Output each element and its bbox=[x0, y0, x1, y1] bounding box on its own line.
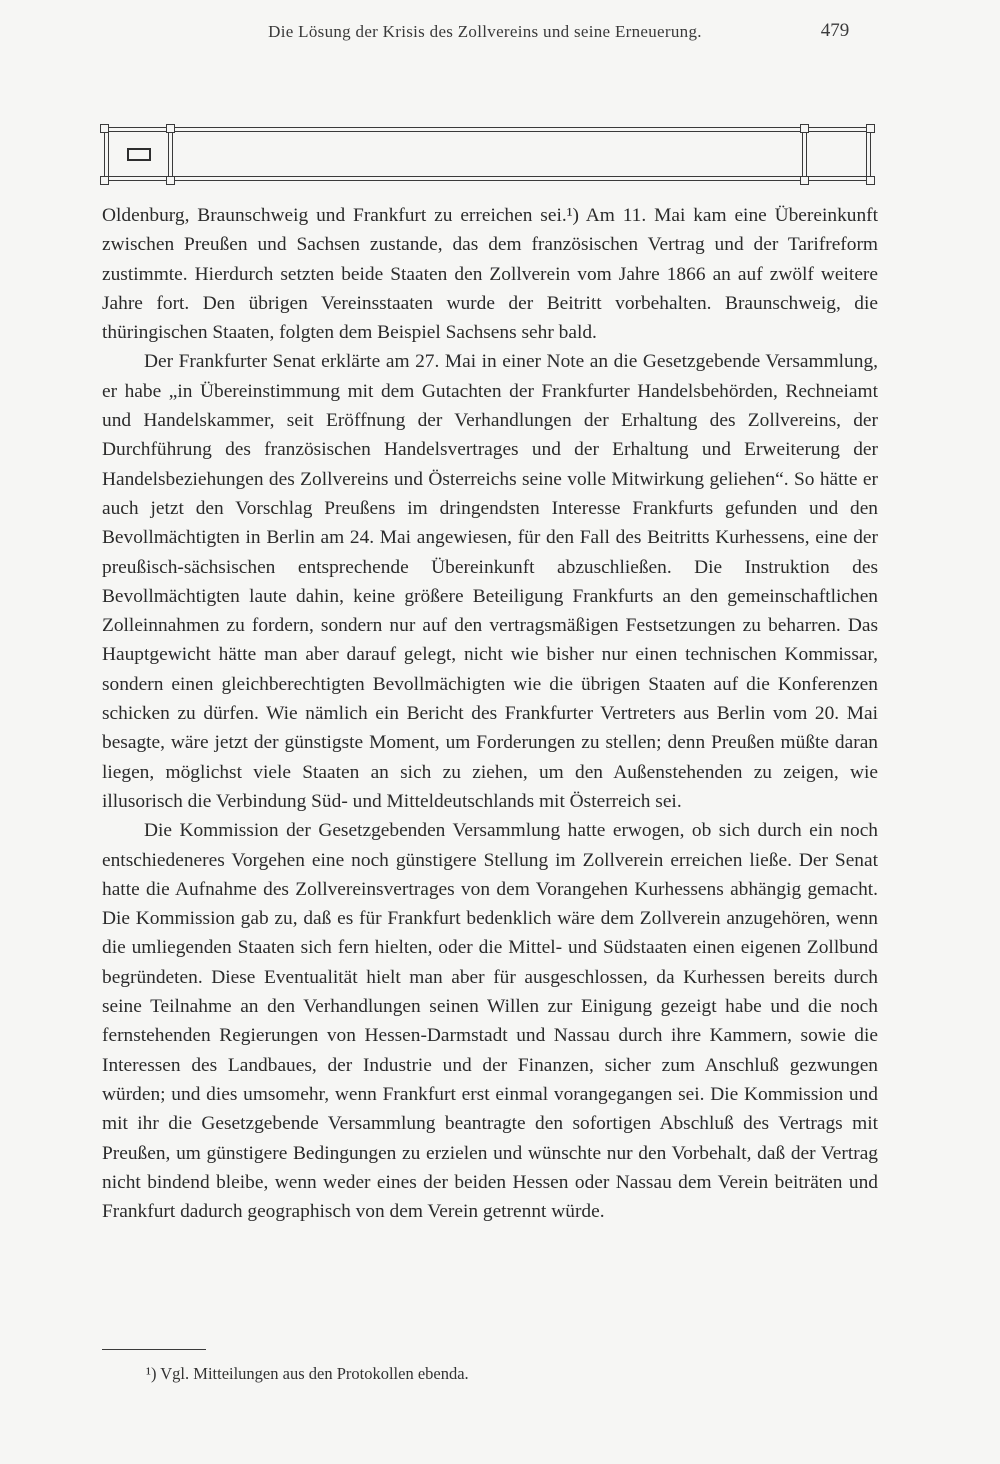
header-corner-ornament bbox=[166, 124, 175, 133]
header-rule-top-inner bbox=[108, 131, 868, 132]
body-text bbox=[102, 201, 878, 1226]
header-divider bbox=[168, 128, 169, 180]
paragraph: Der Frankfurter Senat erklärte am 27. Mai in einer Note an die Gesetzgebende Versammlung, er habe „in Übereinstimmung mit dem Gutachten der Frankfurter Handelsbehörden, Rechneiamt und Handelskammer, seit Eröffnung der Verhandlungen der Erhaltung des Zollvereins, der Durchführung des französischen Handelsvertrages und der Erhaltung und Erweiterung der Handelsbeziehungen des Zollvereins und Österreichs seine volle Mitwirkung geliehen“. So hätte er auch jetzt den Vorschlag Preußens im dringendsten Interesse Frankfurts gefunden und den Bevollmächtigten in Berlin am 24. Mai angewiesen, für den Fall des Beitritts Kurhessens, eine der preußisch-sächsischen entsprechende Übereinkunft abzuschließen. Die Instruktion des Bevollmächtigten laute dahin, keine größere Beteiligung Frankfurts an den gemeinschaftlichen Zolleinnahmen zu fordern, sondern nur auf den vertragsmäßigen Festsetzungen zu beharren. Das Hauptgewicht hätte man aber darauf gelegt, nicht wie bisher nur einen technischen Kommissar, sondern einen gleichberechtigten Bevollmächigten wie die übrigen Staaten auf die Konferenzen schicken zu dürfen. Wie nämlich ein Bericht des Frankfurter Vertreters aus Berlin vom 20. Mai besagte, wäre jetzt der günstigste Moment, um Forderungen zu stellen; denn Preußen müßte daran liegen, möglichst viele Staaten an sich zu ziehen, um den Außenstehenden zu zeigen, wie illusorisch die Verbindung Süd- und Mitteldeutschlands mit Österreich sei. bbox=[102, 351, 878, 812]
paragraph: Oldenburg, Braunschweig und Frankfurt zu erreichen sei.¹) Am 11. Mai kam eine Übereinkunft zwischen Preußen und Sachsen zustande, das dem französischen Vertrag und der Tarifreform zustimmte. Hierdurch setzten beide Staaten den Zollverein vom Jahre 1866 an auf zwölf weitere Jahre fort. Den übrigen Vereinsstaaten wurde der Beitritt vorbehalten. Braunschweig, die thüringischen Staaten, folgten dem Beispiel Sachsens sehr bald. bbox=[102, 205, 878, 344]
header-corner-ornament bbox=[800, 176, 809, 185]
header-divider bbox=[172, 128, 173, 180]
rectangle-ornament-icon bbox=[127, 148, 151, 161]
header-title: Die Lösung der Krisis des Zollvereins und seine Erneuerung. bbox=[268, 22, 702, 41]
header-corner-ornament bbox=[166, 176, 175, 185]
footnote-separator bbox=[102, 1349, 206, 1350]
header-divider bbox=[806, 128, 807, 180]
header-divider bbox=[802, 128, 803, 180]
header-corner-ornament bbox=[866, 176, 875, 185]
header-rule-bottom bbox=[108, 180, 868, 181]
header-corner-ornament bbox=[800, 124, 809, 133]
header-divider bbox=[870, 128, 871, 180]
footnote: ¹) Vgl. Mitteilungen aus den Protokollen ebenda. bbox=[146, 1364, 469, 1383]
header-divider bbox=[104, 128, 105, 180]
header-rule-top bbox=[108, 127, 868, 128]
running-header bbox=[100, 124, 876, 186]
header-divider bbox=[866, 128, 867, 180]
header-corner-ornament bbox=[866, 124, 875, 133]
header-corner-ornament bbox=[100, 124, 109, 133]
paragraph: Die Kommission der Gesetzgebenden Versammlung hatte erwogen, ob sich durch ein noch entschiedeneres Vorgehen eine noch günstigere Stellung im Zollverein erreichen ließe. Der Senat hatte die Aufnahme des Zollvereinsvertrages von dem Vorangehen Kurhessens abhängig gemacht. Die Kommission gab zu, daß es für Frankfurt bedenklich wäre dem Zollverein anzugehören, wenn die umliegenden Staaten sich fern hielten, oder die Mittel- und Südstaaten einen eigenen Zollbund begründeten. Diese Eventualität hielt man aber für ausgeschlossen, da Kurhessen bereits durch seine Teilnahme an den Verhandlungen seinen Willen zur Einigung gezeigt habe und die noch fernstehenden Regierungen von Hessen-Darmstadt und Nassau durch ihre Kammern, sowie die Interessen des Landbaues, der Industrie und der Finanzen, sicher zum Anschluß gezwungen würden; und dies umsomehr, wenn Frankfurt erst einmal vorangegangen sei. Die Kommission und mit ihr die Gesetzgebende Versammlung beantragte den sofortigen Abschluß des Vertrags mit Preußen, um günstigere Bedingungen zu erzielen und wünschte nur den Vorbehalt, daß der Vertrag nicht bindend bleibe, wenn weder eines der beiden Hessen oder Nassau dem Verein beiträten und Frankfurt dadurch geographisch von dem Verein getrennt würde. bbox=[102, 820, 878, 1223]
header-corner-ornament bbox=[100, 176, 109, 185]
page-number: 479 bbox=[820, 20, 850, 41]
header-divider bbox=[108, 128, 109, 180]
header-rule-bottom-inner bbox=[108, 176, 868, 177]
